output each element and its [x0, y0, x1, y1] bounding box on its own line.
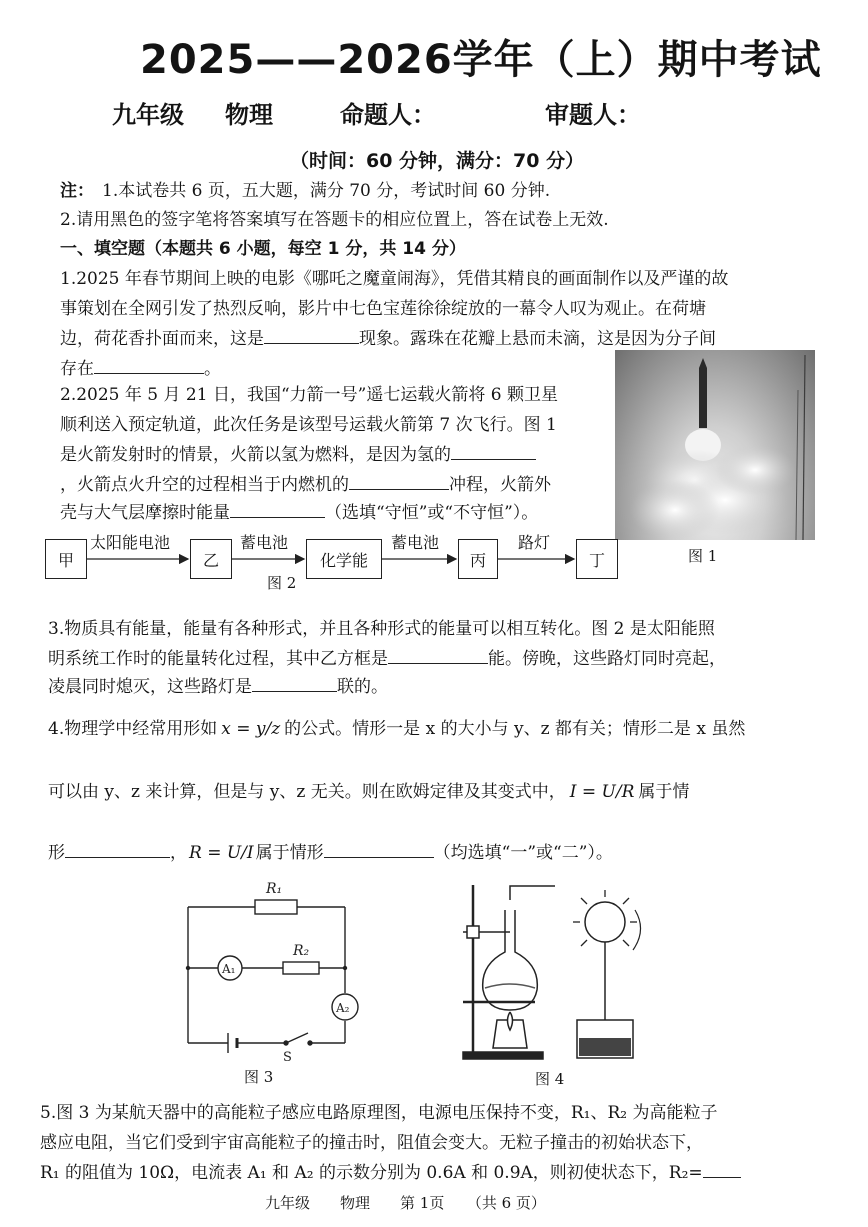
r1-label: R₁	[266, 881, 283, 897]
q4-line-2: 可以由 y、z 来计算，但是与 y、z 无关。则在欧姆定律及其变式中， I = U/R 属于情	[48, 782, 690, 802]
figure-3-caption: 图 3	[244, 1068, 274, 1086]
note-line-1: 注： 1.本试卷共 6 页，五大题，满分 70 分，考试时间 60 分钟.	[60, 181, 551, 201]
formula-ohms-law: I = U/R	[569, 782, 635, 802]
answer-blank[interactable]	[65, 841, 170, 858]
answer-blank[interactable]	[451, 443, 536, 460]
page-footer: 九年级 物理 第 1页 （共 6 页）	[265, 1194, 546, 1212]
flow-box-ding: 丁	[576, 539, 618, 579]
q2-line-2: 顺利送入预定轨道，此次任务是该型号运载火箭第 7 次飞行。图 1	[60, 415, 557, 435]
time-note: （时间：60 分钟，满分：70 分）	[290, 150, 585, 172]
answer-blank[interactable]	[324, 841, 434, 858]
grade-label: 九年级	[112, 101, 184, 129]
figure-2-caption: 图 2	[267, 574, 297, 592]
exam-title: 2025——2026学年（上）期中考试	[140, 37, 822, 83]
answer-blank[interactable]	[252, 675, 337, 692]
answer-blank[interactable]	[264, 327, 359, 344]
q1-line-2: 事策划在全网引发了热烈反响，影片中七色宝莲徐徐绽放的一幕令人叹为观止。在荷塘	[60, 299, 706, 319]
q1-line-1: 1.2025 年春节期间上映的电影《哪吒之魔童闹海》，凭借其精良的画面制作以及严谨的故	[60, 269, 729, 289]
subject-label: 物理	[225, 101, 273, 129]
q2-line-1: 2.2025 年 5 月 21 日，我国“力箭一号”遥七运载火箭将 6 颗卫星	[60, 385, 558, 405]
figure-1-caption: 图 1	[688, 547, 718, 565]
arrow-label-street-lamp: 路灯	[518, 533, 551, 552]
answer-blank[interactable]	[388, 647, 488, 664]
q3-line-2: 明系统工作时的能量转化过程，其中乙方框是 能。傍晚，这些路灯同时亮起，	[48, 649, 726, 669]
formula-resistance: R = U/I	[189, 843, 254, 863]
flow-box-bing: 丙	[458, 539, 498, 579]
steam-apparatus-diagram	[455, 880, 655, 1065]
reviewer-label: 审题人：	[545, 101, 641, 129]
q5-line-2: 感应电阻，当它们受到宇宙高能粒子的撞击时，阻值会变大。无粒子撞击的初始状态下，	[40, 1133, 703, 1153]
q1-line-3: 边，荷花香扑面而来，这是 现象。露珠在花瓣上悬而未滴，这是因为分子间	[60, 329, 716, 349]
section-1-heading: 一、填空题（本题共 6 小题，每空 1 分，共 14 分）	[60, 239, 466, 259]
r2-label: R₂	[293, 943, 310, 959]
note-line-2: 2.请用黑色的签字笔将答案填写在答题卡的相应位置上，答在试卷上无效.	[60, 210, 609, 230]
rocket-launch-photo	[615, 350, 815, 540]
flow-box-chemical-energy: 化学能	[306, 539, 382, 579]
flow-box-yi: 乙	[190, 539, 232, 579]
switch-label: S	[283, 1050, 292, 1065]
answer-blank[interactable]	[94, 357, 204, 374]
flow-box-jia: 甲	[45, 539, 87, 579]
q4-line-3: 形 ， R = U/I 属于情形 （均选填“一”或“二”）。	[48, 843, 613, 863]
q2-line-3: 是火箭发射时的情景，火箭以氢为燃料，是因为氢的	[60, 440, 536, 465]
q3-line-3: 凌晨同时熄灭，这些路灯是 联的。	[48, 677, 388, 697]
q1-line-4: 存在 。	[60, 359, 221, 379]
formula-x-y-z: x = y/z	[221, 719, 281, 739]
author-label: 命题人：	[340, 101, 436, 129]
q2-line-4: ，火箭点火升空的过程相当于内燃机的 冲程，火箭外	[60, 475, 551, 495]
circuit-diagram	[180, 875, 370, 1065]
q5-line-1: 5.图 3 为某航天器中的高能粒子感应电路原理图，电源电压保持不变，R₁、R₂ 为高能粒子	[40, 1103, 718, 1123]
answer-blank[interactable]	[349, 473, 449, 490]
q4-line-1: 4.物理学中经常用形如 x = y/z 的公式。情形一是 x 的大小与 y、z 都有关；情形二是 x 虽然	[48, 719, 746, 739]
a2-label: A₂	[336, 1001, 350, 1015]
figure-4-caption: 图 4	[535, 1070, 565, 1088]
answer-blank[interactable]	[703, 1161, 741, 1178]
arrow-label-solar-cell: 太阳能电池	[90, 533, 171, 552]
q3-line-1: 3.物质具有能量，能量有各种形式，并且各种形式的能量可以相互转化。图 2 是太阳能照	[48, 619, 715, 639]
q2-line-5: 壳与大气层摩擦时能量 （选填“守恒”或“不守恒”）。	[60, 503, 539, 523]
answer-blank[interactable]	[230, 501, 325, 518]
arrow-label-battery-2: 蓄电池	[391, 533, 440, 552]
arrow-label-battery: 蓄电池	[240, 533, 289, 552]
q5-line-3: R₁ 的阻值为 10Ω，电流表 A₁ 和 A₂ 的示数分别为 0.6A 和 0.9A，则初使状态下，R₂=	[40, 1158, 741, 1183]
a1-label: A₁	[222, 962, 236, 976]
